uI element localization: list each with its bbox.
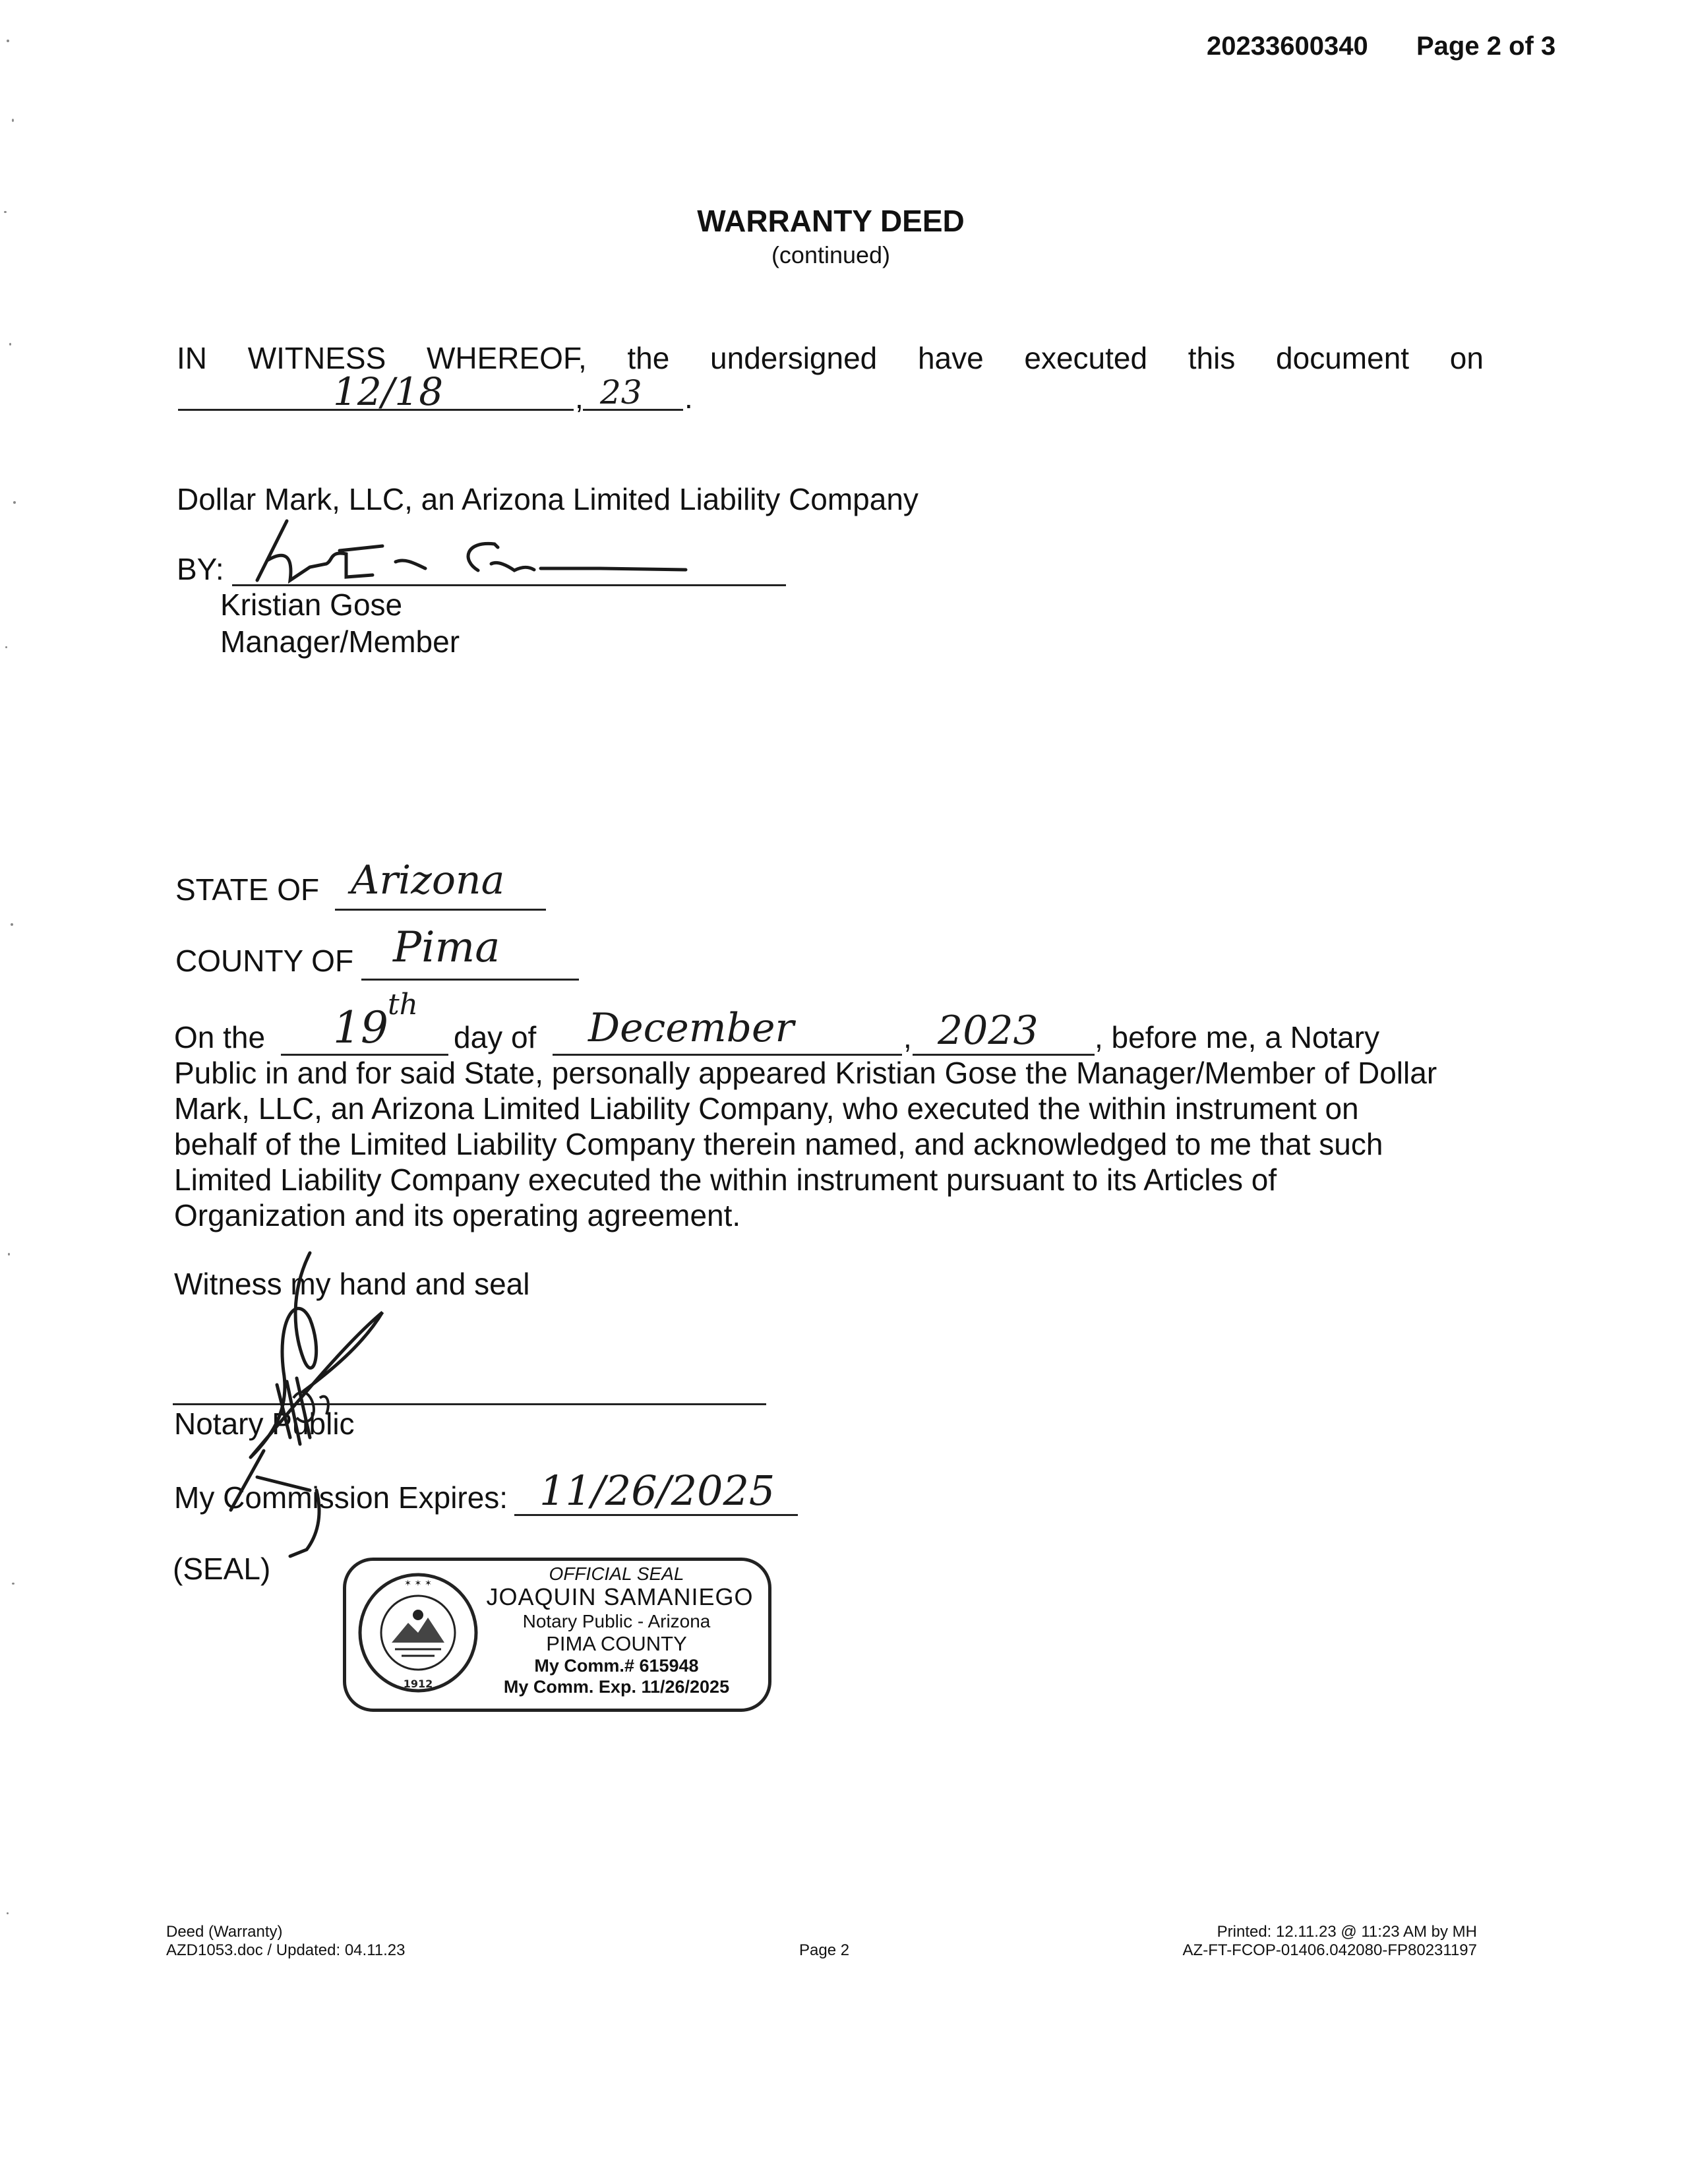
company-name: Dollar Mark, LLC, an Arizona Limited Liability Company xyxy=(177,482,919,516)
footer-printed: Printed: 12.11.23 @ 11:23 AM by MH xyxy=(1217,1923,1477,1941)
witness-word: undersigned xyxy=(710,341,878,375)
witness-word: executed xyxy=(1024,341,1148,375)
page-subtitle: (continued) xyxy=(771,241,891,268)
county-value-handwritten: Pima xyxy=(393,923,500,972)
commission-value-handwritten: 11/26/2025 xyxy=(539,1467,775,1515)
stamp-county: PIMA COUNTY xyxy=(546,1632,687,1655)
svg-text:✶ ✶ ✶: ✶ ✶ ✶ xyxy=(404,1579,432,1589)
footer-page-number: Page 2 xyxy=(799,1941,850,1959)
year-value-handwritten: 2023 xyxy=(938,1008,1039,1054)
acknowledgment-line: behalf of the Limited Liability Company therein named, and acknowledged to me that such xyxy=(174,1127,1383,1161)
month-comma: , xyxy=(903,1020,912,1054)
witness-word: on xyxy=(1449,341,1484,375)
day-suffix-handwritten: th xyxy=(388,988,419,1021)
county-line xyxy=(361,979,579,981)
notary-stamp xyxy=(343,1558,771,1712)
notary-public-label: Notary Public xyxy=(174,1407,355,1441)
date-comma: , xyxy=(575,380,584,415)
emblem-year: 1912 xyxy=(403,1678,433,1690)
county-label: COUNTY OF xyxy=(175,944,354,978)
acknowledgment-line: Mark, LLC, an Arizona Limited Liability Company, who executed the within instrument on xyxy=(174,1091,1359,1126)
signature-kristian-gose xyxy=(231,514,692,593)
state-value-handwritten: Arizona xyxy=(351,857,505,903)
page-of: Page 2 of 3 xyxy=(1416,32,1556,61)
footer-doc-file: AZD1053.doc / Updated: 04.11.23 xyxy=(166,1941,406,1959)
by-label: BY: xyxy=(177,552,224,586)
stamp-commission-expiry: My Comm. Exp. 11/26/2025 xyxy=(503,1677,730,1697)
state-label: STATE OF xyxy=(175,872,320,907)
witness-word: WHEREOF, xyxy=(426,341,587,375)
day-of-label: day of xyxy=(454,1020,537,1054)
witness-word: IN xyxy=(177,341,207,375)
acknowledgment-line: Limited Liability Company executed the within instrument pursuant to its Articles of xyxy=(174,1163,1277,1197)
acknowledgment-line: Public in and for said State, personally appeared Kristian Gose the Manager/Member of Dollar xyxy=(174,1056,1437,1090)
signer-name: Kristian Gose xyxy=(220,588,403,622)
month-value-handwritten: December xyxy=(588,1005,795,1051)
witness-word: WITNESS xyxy=(247,341,386,375)
witness-hand-seal: Witness my hand and seal xyxy=(174,1267,530,1301)
witness-word: the xyxy=(627,341,670,375)
witness-word: this xyxy=(1188,341,1236,375)
signer-title: Manager/Member xyxy=(220,624,460,659)
arizona-seal-emblem xyxy=(355,1570,481,1695)
witness-word: document xyxy=(1276,341,1410,375)
date-period: . xyxy=(684,380,693,415)
stamp-notary-name: JOAQUIN SAMANIEGO xyxy=(486,1583,754,1610)
witness-word: have xyxy=(917,341,984,375)
on-the-label: On the xyxy=(174,1020,266,1054)
commission-label: My Commission Expires: xyxy=(174,1480,508,1515)
acknowledgment-line: Organization and its operating agreement. xyxy=(174,1198,741,1232)
footer-doc-type: Deed (Warranty) xyxy=(166,1923,283,1941)
day-value-handwritten: 19 xyxy=(333,1002,388,1053)
execution-year-handwritten: 23 xyxy=(600,373,642,411)
stamp-official-seal: OFFICIAL SEAL xyxy=(549,1563,684,1584)
seal-label: (SEAL) xyxy=(173,1552,271,1586)
scan-edge-noise xyxy=(0,0,20,2184)
page-title: WARRANTY DEED xyxy=(697,204,965,238)
stamp-commission-number: My Comm.# 615948 xyxy=(534,1656,699,1676)
notary-signature xyxy=(158,1240,435,1569)
execution-date-handwritten: 12/18 xyxy=(333,369,444,414)
before-me-text: , before me, a Notary xyxy=(1095,1020,1380,1054)
stamp-notary-title: Notary Public - Arizona xyxy=(522,1611,711,1631)
footer-file-reference: AZ-FT-FCOP-01406.042080-FP80231197 xyxy=(1182,1941,1477,1959)
document-number: 20233600340 xyxy=(1207,32,1368,61)
state-line xyxy=(335,909,546,911)
